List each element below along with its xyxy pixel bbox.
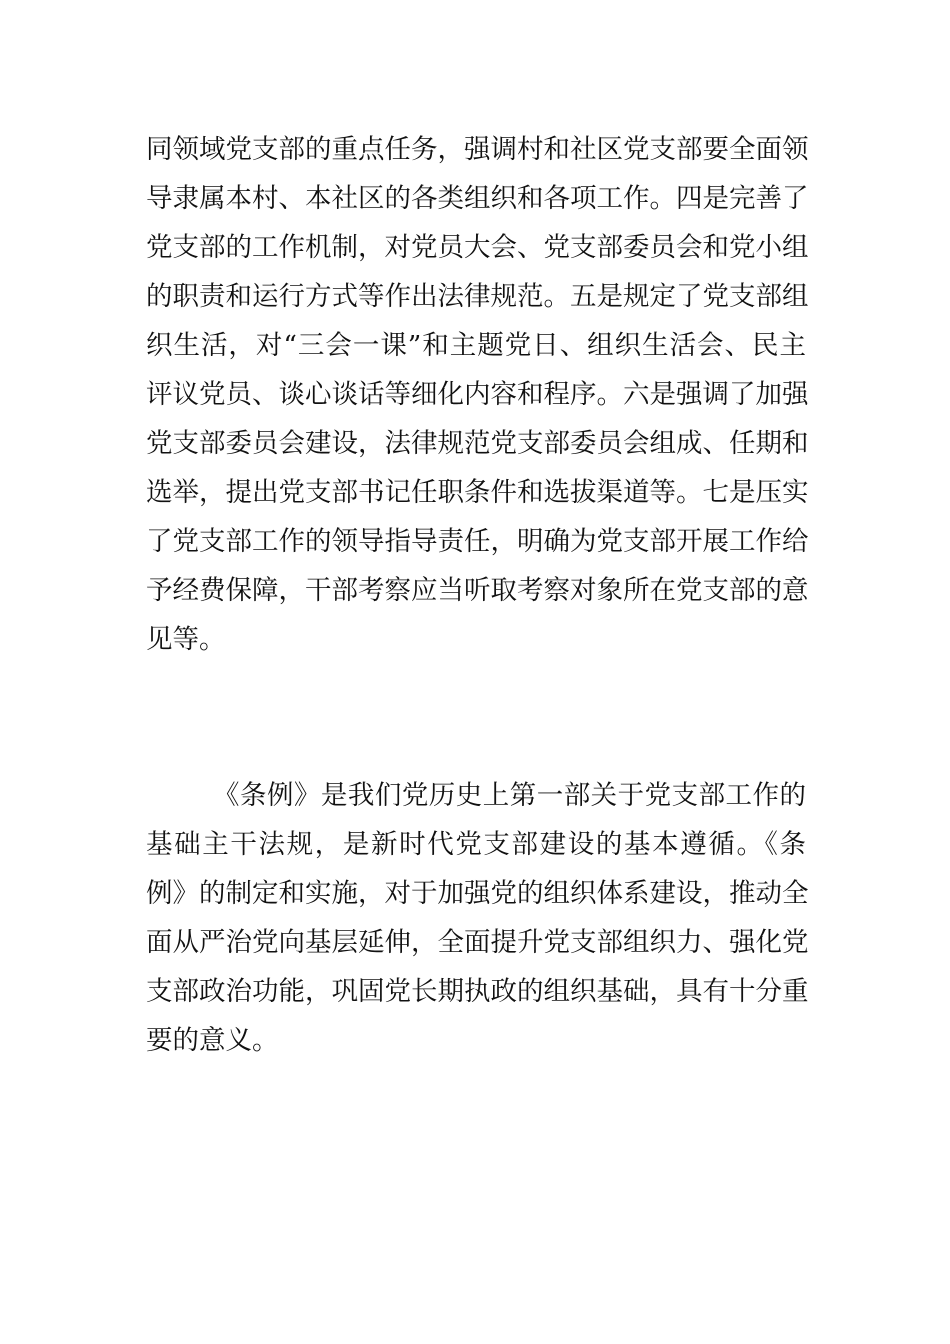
paragraph-line: 选举，提出党支部书记任职条件和选拔渠道等。七是压实	[146, 477, 809, 508]
paragraph-line: 支部政治功能，巩固党长期执政的组织基础，具有十分重	[146, 976, 809, 1007]
paragraph-line: 基础主干法规，是新时代党支部建设的基本遵循。《条	[146, 829, 806, 860]
paragraph-line: 见等。	[146, 624, 226, 655]
paragraph-line: 面从严治党向基层延伸，全面提升党支部组织力、强化党	[146, 927, 809, 958]
paragraph-line: 党支部的工作机制，对党员大会、党支部委员会和党小组	[146, 232, 809, 263]
paragraph-line: 例》的制定和实施，对于加强党的组织体系建设，推动全	[146, 878, 809, 909]
paragraph-line: 的职责和运行方式等作出法律规范。五是规定了党支部组	[146, 281, 809, 312]
paragraph-line: 评议党员、谈心谈话等细化内容和程序。六是强调了加强	[146, 379, 809, 410]
paragraph-line: 要的意义。	[146, 1025, 279, 1056]
paragraph-line: 党支部委员会建设，法律规范党支部委员会组成、任期和	[146, 428, 809, 459]
paragraph-line: 织生活，对“三会一课”和主题党日、组织生活会、民主	[146, 330, 806, 361]
paragraph-line: 了党支部工作的领导指导责任，明确为党支部开展工作给	[146, 526, 809, 557]
paragraph-line: 同领域党支部的重点任务，强调村和社区党支部要全面领	[146, 134, 809, 165]
paragraph-line: 导隶属本村、本社区的各类组织和各项工作。四是完善了	[146, 183, 809, 214]
paragraph-line: 《条例》是我们党历史上第一部关于党支部工作的	[213, 780, 806, 811]
paragraph-line: 予经费保障，干部考察应当听取考察对象所在党支部的意	[146, 575, 809, 606]
